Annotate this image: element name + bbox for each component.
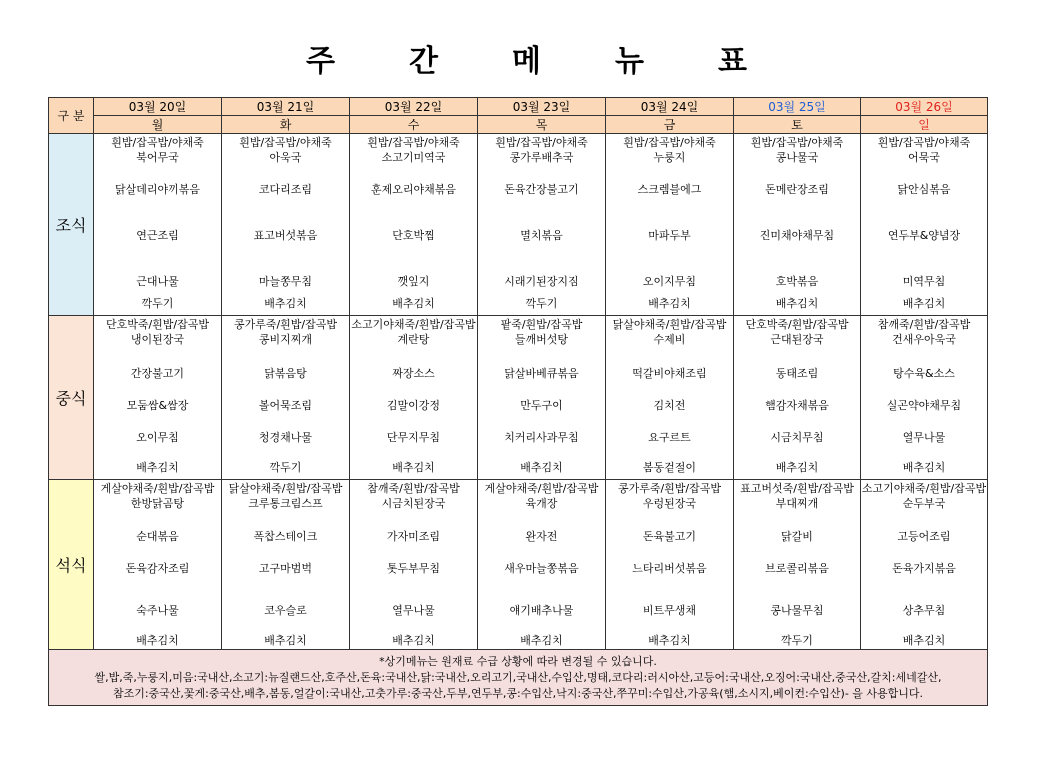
dinner-menu-cell	[478, 480, 606, 650]
menu-item: 깻잎지	[397, 275, 430, 288]
date-header-saturday: 03월 25일	[734, 98, 861, 116]
menu-item: 닭살야채죽/흰밥/잡곡밥	[228, 482, 343, 495]
menu-item: 크루통크림스프	[248, 497, 323, 510]
menu-item: 톳두부무침	[386, 562, 441, 575]
menu-item: 소고기미역국	[381, 151, 446, 164]
menu-item: 마파두부	[648, 229, 691, 242]
menu-item: 완자전	[525, 530, 558, 543]
menu-item: 실곤약야채무침	[886, 399, 962, 412]
menu-item: 깍두기	[141, 297, 174, 310]
menu-item: 마늘쫑무침	[258, 275, 313, 288]
menu-item: 육개장	[525, 497, 558, 510]
menu-item: 표고버섯죽/흰밥/잡곡밥	[740, 482, 854, 495]
notes-section	[49, 650, 988, 706]
menu-item: 닭볶음탕	[264, 367, 307, 380]
menu-item: 깍두기	[781, 634, 813, 647]
menu-item: 배추김치	[648, 297, 691, 310]
breakfast-menu-cell	[478, 134, 606, 316]
menu-item: 배추김치	[392, 297, 435, 310]
breakfast-menu-cell	[861, 134, 988, 316]
date-header: 03월 21일	[222, 98, 350, 116]
day-header: 목	[478, 116, 606, 134]
menu-item: 코다리조림	[258, 183, 313, 196]
lunch-label: 중식	[49, 316, 94, 480]
lunch-menu-cell	[350, 316, 478, 480]
menu-item: 우렁된장국	[642, 497, 697, 510]
menu-item: 참깨죽/흰밥/잡곡밥	[367, 482, 460, 495]
menu-item: 느타리버섯볶음	[632, 562, 707, 575]
notes-line: 참조기:중국산,꽃게:중국산,배추,봄동,얼갈이:국내산,고춧가루:중국산,두부,연두부,콩:수입산,낙지:중국산,쭈꾸미:수입산,가공육(햄,소시지,베이컨:수입산)- 을 사용합니다.	[112, 686, 924, 700]
day-header-sunday: 일	[861, 116, 988, 134]
menu-item: 깍두기	[269, 461, 302, 474]
menu-item: 어묵국	[908, 151, 940, 164]
page-title	[0, 36, 1053, 80]
menu-item: 흰밥/잡곡밥/야채죽	[111, 136, 204, 149]
menu-item: 들깨버섯탕	[514, 333, 569, 346]
menu-item: 돈메란장조림	[765, 183, 829, 196]
menu-item: 멸치볶음	[520, 229, 563, 242]
breakfast-menu-cell	[94, 134, 222, 316]
date-header: 03월 20일	[94, 98, 222, 116]
menu-item: 닭살야채죽/흰밥/잡곡밥	[612, 318, 727, 331]
menu-item: 배추김치	[136, 461, 179, 474]
day-header: 화	[222, 116, 350, 134]
dinner-menu-cell	[734, 480, 861, 650]
menu-item: 코우슬로	[264, 604, 307, 617]
menu-item: 새우마늘쫑볶음	[504, 562, 579, 575]
menu-item: 오이무침	[136, 431, 179, 444]
menu-item: 배추김치	[264, 634, 307, 647]
menu-item: 김치전	[653, 399, 686, 412]
menu-item: 진미채야채무침	[759, 229, 835, 242]
menu-item: 근대나물	[136, 275, 179, 288]
menu-item: 단무지무침	[386, 431, 441, 444]
breakfast-label: 조식	[49, 134, 94, 316]
menu-item: 계란탕	[397, 333, 430, 346]
notes-line: *상기메뉴는 원재료 수급 상황에 따라 변경될 수 있습니다.	[379, 654, 657, 668]
menu-item: 배추김치	[520, 634, 563, 647]
menu-item: 브로콜리볶음	[765, 562, 829, 575]
menu-item: 흰밥/잡곡밥/야채죽	[495, 136, 588, 149]
lunch-menu-cell	[94, 316, 222, 480]
menu-item: 북어무국	[136, 151, 179, 164]
menu-item: 떡갈비야채조림	[632, 367, 707, 380]
menu-item: 동태조림	[775, 367, 819, 380]
title-char: 표	[717, 44, 747, 79]
menu-item: 시금치무침	[770, 431, 824, 444]
menu-item: 팥죽/흰밥/잡곡밥	[500, 318, 583, 331]
menu-item: 비트무생채	[642, 604, 697, 617]
title-char: 간	[409, 44, 438, 79]
title-char: 메	[512, 44, 541, 79]
menu-item: 근대된장국	[770, 333, 824, 346]
menu-item: 연근조림	[136, 229, 179, 242]
menu-item: 흰밥/잡곡밥/야채죽	[750, 136, 844, 149]
menu-item: 닭안심볶음	[897, 183, 951, 196]
menu-item: 소고기야채죽/흰밥/잡곡밥	[351, 318, 476, 331]
menu-item: 콩가루배추국	[509, 151, 574, 164]
day-header: 금	[606, 116, 734, 134]
notes-line: 쌀,밥,죽,누룽지,미음:국내산,소고기:뉴질랜드산,호주산,돈육:국내산,닭:국내산,오리고기,국내산,수입산,명태,코다리:러시아산,고등어:국내산,오징어:국내산,중국산,갈치:세네갈산,	[94, 670, 942, 684]
dinner-menu-cell	[94, 480, 222, 650]
dinner-menu-cell	[222, 480, 350, 650]
date-header: 03월 24일	[606, 98, 734, 116]
menu-item: 탕수육&소스	[893, 367, 955, 380]
menu-item: 배추김치	[648, 634, 691, 647]
menu-item: 표고버섯볶음	[253, 229, 318, 242]
menu-item: 배추김치	[136, 634, 179, 647]
menu-item: 배추김치	[392, 634, 435, 647]
lunch-menu-cell	[606, 316, 734, 480]
breakfast-menu-cell	[222, 134, 350, 316]
menu-item: 게살야채죽/흰밥/잡곡밥	[484, 482, 599, 495]
dinner-label: 석식	[49, 480, 94, 650]
menu-item: 돈육가지볶음	[892, 562, 956, 575]
menu-item: 가자미조림	[386, 530, 441, 543]
gubun-header: 구 분	[49, 98, 94, 134]
menu-item: 닭살바베큐볶음	[504, 367, 579, 380]
date-header: 03월 23일	[478, 98, 606, 116]
menu-item: 짜장소스	[392, 367, 435, 380]
day-header-saturday: 토	[734, 116, 861, 134]
breakfast-menu-cell	[350, 134, 478, 316]
menu-item: 볼어묵조림	[258, 399, 313, 412]
menu-item: 만두구이	[520, 399, 563, 412]
menu-item: 봄동겉절이	[642, 461, 697, 474]
menu-item: 닭갈비	[781, 530, 813, 543]
menu-item: 열무나물	[902, 431, 946, 444]
breakfast-menu-cell	[734, 134, 861, 316]
date-header-sunday: 03월 26일	[861, 98, 988, 116]
menu-item: 수제비	[653, 333, 686, 346]
menu-item: 배추김치	[520, 461, 563, 474]
menu-item: 순두부국	[902, 497, 946, 510]
menu-item: 치커리사과무침	[504, 431, 579, 444]
menu-item: 콩가루죽/흰밥/잡곡밥	[617, 482, 722, 495]
lunch-menu-cell	[734, 316, 861, 480]
menu-item: 오이지무침	[642, 275, 697, 288]
menu-item: 콩나물무침	[770, 604, 824, 617]
menu-item: 고등어조림	[897, 530, 951, 543]
menu-item: 훈제오리야채볶음	[370, 183, 456, 196]
menu-item: 참깨죽/흰밥/잡곡밥	[877, 318, 971, 331]
menu-item: 닭살데리야끼볶음	[114, 183, 200, 196]
menu-item: 배추김치	[902, 634, 946, 647]
menu-item: 호박볶음	[775, 275, 819, 288]
lunch-menu-cell	[222, 316, 350, 480]
menu-item: 배추김치	[264, 297, 307, 310]
menu-item: 요구르트	[648, 431, 691, 444]
menu-item: 단호박찜	[392, 229, 435, 242]
menu-item: 돈육간장불고기	[504, 183, 579, 196]
menu-item: 배추김치	[392, 461, 435, 474]
menu-item: 흰밥/잡곡밥/야채죽	[239, 136, 332, 149]
menu-item: 스크렘블에그	[637, 183, 702, 196]
menu-item: 콩가루죽/흰밥/잡곡밥	[233, 318, 338, 331]
title-char: 뉴	[614, 44, 644, 79]
menu-item: 상추무침	[902, 604, 946, 617]
day-header: 수	[350, 116, 478, 134]
menu-item: 청경채나물	[258, 431, 313, 444]
menu-item: 배추김치	[902, 297, 946, 310]
menu-item: 폭찹스테이크	[253, 530, 318, 543]
menu-item: 연두부&양념장	[887, 229, 961, 242]
dinner-menu-cell	[350, 480, 478, 650]
menu-item: 배추김치	[775, 297, 819, 310]
menu-item: 시래기된장지짐	[504, 275, 579, 288]
menu-item: 모둠쌈&쌈장	[126, 399, 189, 412]
dinner-menu-cell	[861, 480, 988, 650]
menu-item: 순대볶음	[136, 530, 179, 543]
day-header: 월	[94, 116, 222, 134]
lunch-menu-cell	[861, 316, 988, 480]
menu-item: 미역무침	[902, 275, 946, 288]
menu-item: 부대찌개	[775, 497, 819, 510]
menu-item: 김말이강정	[386, 399, 441, 412]
lunch-menu-cell	[478, 316, 606, 480]
menu-item: 배추김치	[902, 461, 946, 474]
menu-item: 흰밥/잡곡밥/야채죽	[367, 136, 460, 149]
menu-item: 아욱국	[269, 151, 302, 164]
menu-item: 소고기야채죽/흰밥/잡곡밥	[861, 482, 987, 495]
menu-item: 흰밥/잡곡밥/야채죽	[623, 136, 716, 149]
menu-item: 누룽지	[653, 151, 686, 164]
menu-item: 햄감자채볶음	[765, 399, 829, 412]
menu-item: 돈육불고기	[642, 530, 697, 543]
menu-item: 얘기배추나물	[509, 604, 574, 617]
menu-item: 건새우아욱국	[892, 333, 956, 346]
dinner-menu-cell	[606, 480, 734, 650]
menu-item: 열무나물	[392, 604, 435, 617]
menu-item: 고구마범벅	[258, 562, 313, 575]
title-char: 주	[306, 44, 336, 79]
menu-item: 한방닭곰탕	[130, 497, 185, 510]
breakfast-menu-cell	[606, 134, 734, 316]
menu-item: 냉이된장국	[130, 333, 185, 346]
menu-item: 단호박죽/흰밥/잡곡밥	[105, 318, 210, 331]
menu-item: 시금치된장국	[381, 497, 446, 510]
menu-item: 흰밥/잡곡밥/야채죽	[877, 136, 971, 149]
menu-item: 콩나물국	[775, 151, 819, 164]
menu-item: 콩비지찌개	[258, 333, 313, 346]
weekly-menu-table	[48, 97, 988, 706]
menu-item: 숙주나물	[136, 604, 179, 617]
menu-item: 배추김치	[775, 461, 819, 474]
date-header: 03월 22일	[350, 98, 478, 116]
menu-item: 단호박죽/흰밥/잡곡밥	[745, 318, 849, 331]
menu-item: 돈육감자조림	[125, 562, 190, 575]
menu-item: 깍두기	[525, 297, 558, 310]
menu-item: 간장불고기	[130, 367, 185, 380]
menu-item: 게살야채죽/흰밥/잡곡밥	[100, 482, 215, 495]
